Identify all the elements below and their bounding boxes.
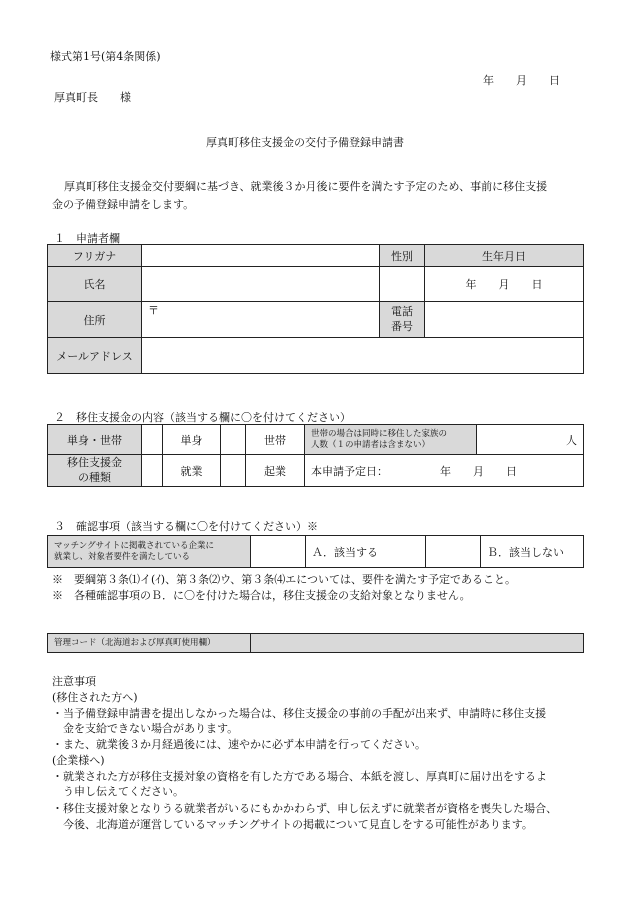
household-note: 世帯の場合は同時に移住した家族の 人数（１の申請者は含まない） bbox=[305, 425, 477, 455]
option-a-label: Ａ．該当する bbox=[306, 536, 426, 568]
birthdate-fields[interactable]: 年 月 日 bbox=[425, 267, 584, 302]
section2-heading: ２ 移住支援金の内容（該当する欄に〇を付けてください） bbox=[54, 411, 351, 424]
notes-companies-2b: 今後、北海道が運営しているマッチングサイトの掲載について見直しをする可能性があります。 bbox=[52, 818, 533, 831]
notes-migrants-1a: ・当予備登録申請書を提出しなかった場合は、移住支援金の事前の手配が出来ず、申請時に移住支援 bbox=[52, 707, 547, 720]
address-field[interactable] bbox=[142, 302, 380, 338]
household-label: 世帯 bbox=[246, 425, 305, 455]
household-persons-field[interactable]: 人 bbox=[477, 425, 584, 455]
notes-companies-heading: (企業様へ) bbox=[52, 754, 105, 767]
gender-field[interactable] bbox=[380, 267, 425, 302]
furigana-label: フリガナ bbox=[48, 245, 142, 267]
single-check-cell[interactable] bbox=[142, 425, 163, 455]
email-field[interactable] bbox=[142, 338, 584, 374]
option-b-check-cell[interactable] bbox=[426, 536, 481, 568]
name-field[interactable] bbox=[142, 267, 380, 302]
address-label: 住所 bbox=[48, 302, 142, 338]
notes-companies-1a: ・就業された方が移住支援対象の資格を有した方である場合、本紙を渡し、厚真町に届け出をするよ bbox=[52, 770, 547, 783]
intro-line-2: 金の予備登録申請をします。 bbox=[52, 198, 195, 211]
option-b-label: Ｂ．該当しない bbox=[481, 536, 584, 568]
employment-label: 就業 bbox=[163, 455, 221, 487]
admin-code-field bbox=[251, 634, 584, 653]
phone-field[interactable] bbox=[425, 302, 584, 338]
section3-heading: ３ 確認事項（該当する欄に〇を付けてください）※ bbox=[54, 520, 318, 533]
applicant-table bbox=[47, 244, 584, 374]
option-a-check-cell[interactable] bbox=[251, 536, 306, 568]
phone-label: 電話 番号 bbox=[380, 302, 425, 338]
admin-code-label: 管理コード（北海道および厚真町使用欄） bbox=[48, 634, 251, 653]
scheduled-date-field[interactable]: 本申請予定日： 年 月 日 bbox=[305, 455, 584, 487]
intro-line-1: 厚真町移住支援金交付要綱に基づき、就業後３か月後に要件を満たす予定のため、事前に移住支援 bbox=[64, 180, 548, 193]
single-household-label: 単身・世帯 bbox=[48, 425, 142, 455]
name-label: 氏名 bbox=[48, 267, 142, 302]
notes-companies-2a: ・移住支援対象となりうる就業者がいるにもかかわらず、申し伝えずに就業者が資格を喪失した場合、 bbox=[52, 802, 558, 815]
addressee: 厚真町長 様 bbox=[54, 91, 131, 104]
single-label: 単身 bbox=[163, 425, 221, 455]
section3-note-2: ※ 各種確認事項のＢ．に〇を付けた場合は，移住支援金の支給対象となりません。 bbox=[52, 589, 471, 602]
confirmation-table bbox=[47, 535, 584, 568]
notes-migrants-2: ・また、就業後３か月経過後には、速やかに必ず本申請を行ってください。 bbox=[52, 738, 426, 751]
notes-migrants-heading: (移住された方へ) bbox=[52, 691, 138, 704]
startup-check-cell[interactable] bbox=[221, 455, 246, 487]
birthdate-label: 生年月日 bbox=[425, 245, 584, 267]
notes-companies-1b: う申し伝えてください。 bbox=[52, 785, 184, 798]
postal-mark: 〒 bbox=[148, 304, 159, 317]
employment-check-cell[interactable] bbox=[142, 455, 163, 487]
section1-heading: １ 申請者欄 bbox=[54, 232, 120, 245]
gender-label: 性別 bbox=[380, 245, 425, 267]
page-title: 厚真町移住支援金の交付予備登録申請書 bbox=[206, 136, 404, 149]
form-number: 様式第1号(第4条関係) bbox=[50, 50, 161, 63]
admin-code-table bbox=[47, 633, 584, 653]
date-fields: 年 月 日 bbox=[483, 74, 560, 87]
notes-migrants-1b: 金を支給できない場合があります。 bbox=[52, 722, 239, 735]
subsidy-type-label: 移住支援金 の種類 bbox=[48, 455, 142, 487]
notes-heading: 注意事項 bbox=[52, 675, 96, 688]
email-label: メールアドレス bbox=[48, 338, 142, 374]
subsidy-table bbox=[47, 424, 584, 487]
section3-note-1: ※ 要綱第３条⑴イ(ｲ)、第３条⑵ウ、第３条⑷エについては、要件を満たす予定であること。 bbox=[52, 573, 516, 586]
furigana-field[interactable] bbox=[142, 245, 380, 267]
confirmation-label: マッチングサイトに掲載されている企業に 就業し、対象者要件を満たしている bbox=[48, 536, 251, 568]
household-check-cell[interactable] bbox=[221, 425, 246, 455]
startup-label: 起業 bbox=[246, 455, 305, 487]
